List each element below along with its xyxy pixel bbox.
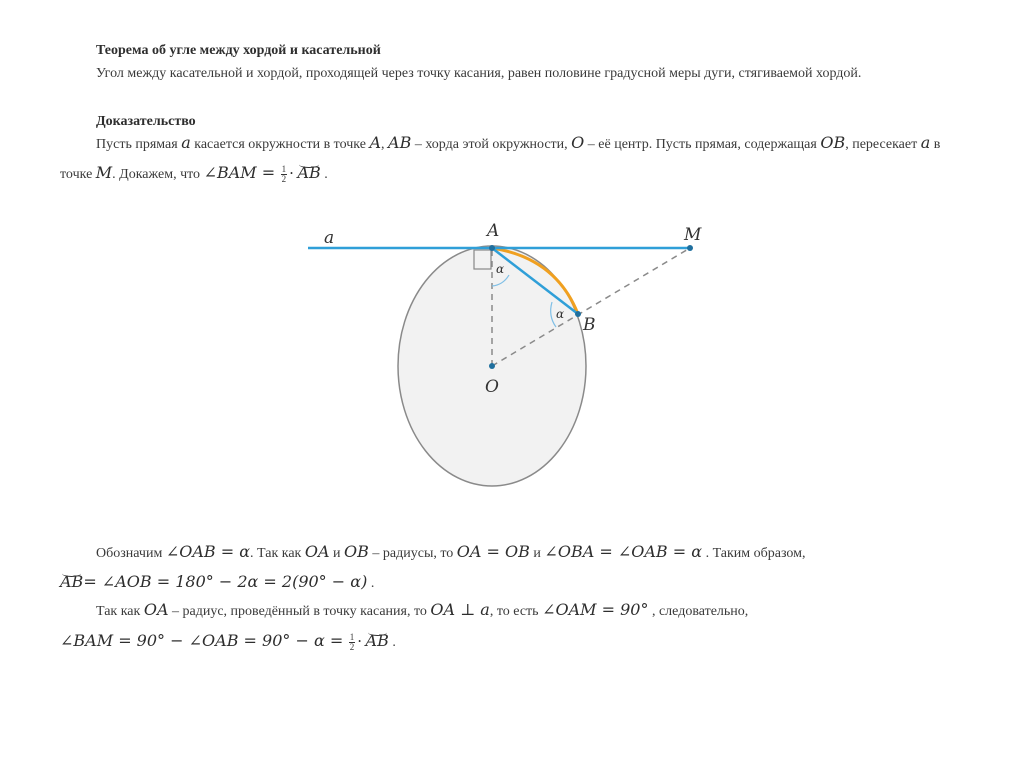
proof-paragraph-2-line-1: Обозначим ∠OAB = α. Так как OA и OB – радиусы, то OA = OB и ∠OBA = ∠OAB = α . Таким образом, xyxy=(96,542,806,561)
label-point-a: A xyxy=(487,221,500,241)
point-o xyxy=(489,363,495,369)
label-line-a: a xyxy=(324,228,335,248)
point-a xyxy=(489,245,495,251)
proof-paragraph-3-line-2: ∠BAM = 90° − ∠OAB = 90° − α = $\frac{1}{2}$ · AB . xyxy=(60,631,396,653)
label-point-b: B xyxy=(583,315,596,335)
arc-ab: AB xyxy=(297,163,321,182)
proof-paragraph-1-line-2: точке M. Докажем, что ∠BAM = $\frac{1}{2}$ · AB . xyxy=(60,163,328,185)
theorem-title: Теорема об угле между хордой и касательной xyxy=(96,43,381,58)
proof-heading: Доказательство xyxy=(96,114,196,129)
formula-bam: ∠BAM = xyxy=(203,163,276,182)
proof-paragraph-2-line-2: AB= ∠AOB = 180° − 2α = 2(90° − α) . xyxy=(60,572,375,591)
fraction-half: $\frac{1}{2}$ xyxy=(281,164,287,185)
label-alpha-b: α xyxy=(556,307,565,321)
point-m xyxy=(687,245,693,251)
theorem-statement: Угол между касательной и хордой, проходящей через точку касания, равен половине градусной меры дуги, стягиваемой хордой. xyxy=(96,66,862,81)
label-point-o: O xyxy=(485,377,499,397)
label-point-m: M xyxy=(684,225,702,245)
proof-paragraph-3-line-1: Так как OA – радиус, проведённый в точку касания, то OA ⊥ a, то есть ∠OAM = 90° , следовательно, xyxy=(96,600,749,619)
label-alpha-a: α xyxy=(496,262,505,276)
proof-paragraph-1-line-1: Пусть прямая a касается окружности в точке A, AB – хорда этой окружности, O – её центр. Пусть прямая, содержащая OB, пересекает a в xyxy=(96,133,941,152)
point-b xyxy=(575,311,581,317)
